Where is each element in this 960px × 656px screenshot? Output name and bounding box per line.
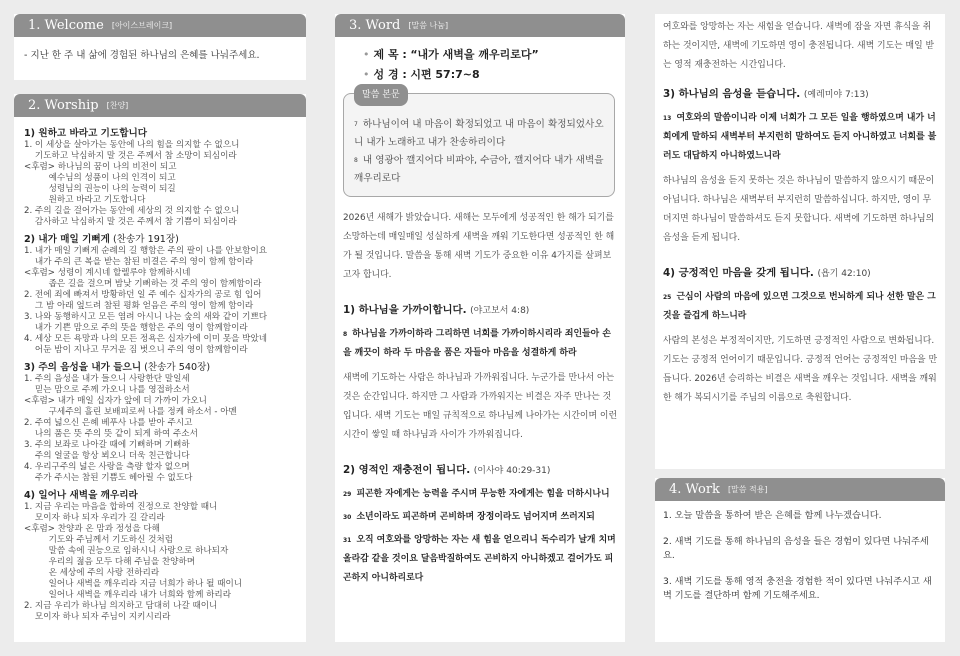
song-line: 원하고 바라고 기도합니다 xyxy=(24,195,146,205)
work-header xyxy=(655,478,945,501)
song-line: 구세주의 흘린 보배피로써 나를 정케 하소서 - 아멘 xyxy=(24,407,237,417)
song-line: 2. 지금 우리가 하나님 의지하고 담대히 나갈 때이니 xyxy=(24,601,218,611)
song-line: 3. 주의 보좌로 나아갈 때에 기뻐하며 기뻐하 xyxy=(24,440,190,450)
song-line: 일어나 새벽을 깨우리라 지금 너희가 하나 될 때이니 xyxy=(24,579,243,589)
point-ref: (이사야 40:29-31) xyxy=(473,466,551,476)
scripture-tag: 말씀 본문 xyxy=(354,84,408,106)
song-line: 그 밤 아래 엎드려 참된 평화 얻음은 주의 영이 함께 함이라 xyxy=(24,301,254,311)
column-middle xyxy=(335,14,625,642)
verse: $^{29}$ 피곤한 자에게는 능력을 주시며 무능한 자에게는 힘을 더하시나니 xyxy=(343,489,610,499)
song-title: 2) 내가 매일 기뻐게 (찬송가 191장) xyxy=(24,234,179,245)
song-line: 기도하고 낙심하지 말 것은 주께서 참 소망이 되심이라 xyxy=(24,151,237,161)
scripture-box xyxy=(343,90,615,197)
song-title: 3) 주의 음성을 내가 들으니 (찬송가 540장) xyxy=(24,362,211,373)
song-line: <후렴> 내가 매일 십자가 앞에 더 가까이 가오니 xyxy=(24,396,207,406)
sermon-info: • 제 목 : “내가 새벽을 깨우리로다” • 성 경 : 시편 57:7~8 xyxy=(363,48,539,81)
verse-number: 13 xyxy=(663,115,672,122)
song-line: 4. 세상 모든 욕망과 나의 모든 정욕은 십자가에 이미 못을 박았네 xyxy=(24,334,268,344)
sermon-points-2 xyxy=(663,85,937,408)
worship-title: 2. Worship xyxy=(28,98,99,113)
song-line: 1. 지금 우리는 마음을 합하여 진정으로 찬양할 때니 xyxy=(24,502,218,512)
continued-text: 여호와를 앙망하는 자는 새힘을 얻습니다. 새벽에 잠을 자면 휴식을 취하는 것이지만, 새벽에 기도하면 영이 충전됩니다. 새벽 기도는 매일 받는 영적 재충전하는 시간입니다. xyxy=(663,22,935,70)
verse: $^{31}$ 오직 여호와를 앙망하는 자는 새 힘을 얻으리니 독수리가 날개 치며 올라감 같을 것이요 달음박질하여도 곤비하지 아니하겠고 걸어가도 피곤하지 아니하리로다 xyxy=(343,535,616,583)
verse-number: 25 xyxy=(663,294,672,301)
song-line: <후렴> 성령이 계시네 할렐루야 함께하시네 xyxy=(24,268,191,278)
verse: $^8$ 하나님을 가까이하라 그리하면 너희를 가까이하시리라 죄인들아 손을 깨끗이 하라 두 마음을 품은 자들아 마음을 성결하게 하라 xyxy=(343,329,611,358)
verse-number: 8 xyxy=(354,157,358,164)
point-heading: 4) 긍정적인 마음을 갖게 됩니다. (욥기 42:10) xyxy=(663,267,871,279)
song-line: 4. 우리구주의 넓은 사랑을 측량 할자 없으며 xyxy=(24,462,190,472)
song-line: 말씀 속에 권능으로 임하시니 사랑으로 하나되자 xyxy=(24,546,229,556)
worship-header xyxy=(14,94,306,117)
song-line: 우리의 젊음 모두 다해 주님을 찬양하며 xyxy=(24,557,196,567)
work-list xyxy=(655,501,945,609)
song-line: 좁은 길을 걸으며 밤낮 기뻐하는 것 주의 영이 함께함이라 xyxy=(24,279,262,289)
work-item: 1. 오늘 말씀을 통하여 받은 은혜를 함께 나누겠습니다. xyxy=(663,510,882,521)
song-line: 1. 주의 음성을 내가 들으니 사랑한단 말일세 xyxy=(24,374,190,384)
word-subtitle: [말씀 나눔] xyxy=(408,21,449,30)
song-line: 1. 내가 매일 기뻐게 순례의 길 행함은 주의 팔이 나를 안보함이요 xyxy=(24,246,268,256)
song-line: 어둔 밤이 지나고 무거운 짐 벗으니 주의 영이 함께함이라 xyxy=(24,345,248,355)
topic-label: 제 목 : xyxy=(373,48,407,61)
song-line: 3. 나와 동행하시고 모든 염려 아시니 나는 숲의 새와 같이 기쁘다 xyxy=(24,312,268,322)
point-ref: (예레미야 7:13) xyxy=(803,90,869,100)
sermon-body-continued xyxy=(655,14,945,408)
sermon-points-1 xyxy=(343,301,617,588)
sermon-intro: 2026년 새해가 밝았습니다. 새해는 모두에게 성공적인 한 해가 되기를 소망하는데 매일매일 성실하게 새벽을 깨워 기도한다면 성공적인 한 해가 될 것입니다. 말씀을 통해 새벽 기도가 중요한 이유 4가지를 살펴보고자 합니다. xyxy=(343,213,615,280)
song-ref: (찬송가 540장) xyxy=(141,362,211,373)
verse: $^7$ 하나님이여 내 마음이 확정되었고 내 마음이 확정되었사오니 내가 노래하고 내가 찬송하리이다 xyxy=(354,119,604,148)
sermon-body xyxy=(335,209,625,588)
point-heading: 3) 하나님의 음성을 듣습니다. (예레미야 7:13) xyxy=(663,88,869,100)
work-item: 3. 새벽 기도를 통해 영적 충전을 경험한 적이 있다면 나눠주시고 새벽 기도를 결단하며 함께 기도해주세요. xyxy=(663,576,932,601)
verse-number: 29 xyxy=(343,491,352,498)
song-line: 주의 얼굴을 항상 뵈오니 더욱 친근합니다 xyxy=(24,451,190,461)
welcome-text: - 지난 한 주 내 삶에 경험된 하나님의 은혜를 나눠주세요. xyxy=(24,50,260,61)
work-item: 2. 새벽 기도를 통해 하나님의 음성을 들은 경험이 있다면 나눠주세요. xyxy=(663,536,929,561)
point-heading: 1) 하나님을 가까이합니다. (야고보서 4:8) xyxy=(343,304,530,316)
verse: $^{13}$ 여호와의 말씀이니라 이제 너희가 그 모든 일을 행하였으며 내가 너희에게 말하되 새벽부터 부지런히 말하여도 듣지 아니하였고 너희를 불러도 대답하지 아니하였느니라 xyxy=(663,113,937,161)
song-line: 일어나 새벽을 깨우리라 내가 너희와 함께 하리라 xyxy=(24,590,232,600)
point-body: 사람의 본성은 부정적이지만, 기도하면 긍정적인 사람으로 변화됩니다. 기도는 긍정적 언어이기 때문입니다. 긍정적 언어는 긍정적인 마음을 만듭니다. 2026년 승리하는 비결은 새벽을 깨우는 것입니다. 새벽을 깨워 한 해가 복되시기를 주님의 이름으로 축원합니다. xyxy=(663,336,938,403)
work-section xyxy=(655,478,945,642)
song-line: 2. 전에 죄에 빠져서 방황하던 일 주 예수 십자가의 공로 힘 입어 xyxy=(24,290,262,300)
song-line: <후렴> 찬양과 온 맘과 정성을 다해 xyxy=(24,524,160,534)
song-line: 모이자 하나 되자 우리가 길 갈리라 xyxy=(24,513,165,523)
worship-subtitle: [찬양] xyxy=(106,101,129,110)
sermon-scripture: 시편 57:7~8 xyxy=(410,68,480,81)
work-title: 4. Work xyxy=(669,482,720,497)
song-ref: (찬송가 191장) xyxy=(109,234,179,245)
welcome-subtitle: [아이스브레이크] xyxy=(111,21,173,30)
verse-number: 7 xyxy=(354,121,358,128)
worship-song-list xyxy=(14,117,306,623)
scripture-label: 성 경 : xyxy=(373,68,407,81)
column-left xyxy=(14,14,306,642)
song-line: 모이자 하나 되자 주님이 지키시리라 xyxy=(24,612,171,622)
point-heading: 2) 영적인 재충전이 됩니다. (이사야 40:29-31) xyxy=(343,464,551,476)
work-subtitle: [말씀 적용] xyxy=(727,485,768,494)
sermon-topic: “내가 새벽을 깨우리로다” xyxy=(410,48,539,61)
column-right-top xyxy=(655,14,945,469)
word-title: 3. Word xyxy=(349,18,401,33)
word-header xyxy=(335,14,625,37)
song-line: 성령님의 권능이 나의 능력이 되길 xyxy=(24,184,176,194)
song-line: 내가 기쁜 맘으로 주의 뜻을 행함은 주의 영이 함께함이라 xyxy=(24,323,248,333)
song-line: <후렴> 하나님의 꿈이 나의 비전이 되고 xyxy=(24,162,177,172)
song-title: 4) 일어나 새벽을 깨우리라 xyxy=(24,490,138,501)
verse: $^8$ 내 영광아 깰지어다 비파야, 수금아, 깰지어다 내가 새벽을 깨우리로다 xyxy=(354,155,604,184)
verse: $^{30}$ 소년이라도 피곤하며 곤비하며 장정이라도 넘어지며 쓰러지되 xyxy=(343,512,595,522)
song-line: 1. 이 세상을 살아가는 동안에 나의 힘을 의지할 수 없으니 xyxy=(24,140,240,150)
verse-number: 8 xyxy=(343,331,348,338)
section-gap xyxy=(14,80,306,94)
song-line: 감사하고 낙심하지 말 것은 주께서 참 기쁨이 되심이라 xyxy=(24,217,237,227)
song-line: 예수님의 성품이 나의 인격이 되고 xyxy=(24,173,176,183)
song-line: 나의 품은 뜻 주의 뜻 같이 되게 하여 주소서 xyxy=(24,429,198,439)
point-ref: (야고보서 4:8) xyxy=(470,306,530,316)
song-line: 주가 주시는 참된 기쁨도 헤아릴 수 없도다 xyxy=(24,473,193,483)
scripture-verses xyxy=(354,116,604,188)
song-line: 2. 주여 넓으신 은혜 베푸사 나를 받아 주시고 xyxy=(24,418,193,428)
song-line: 온 세상에 주의 사랑 전하리라 xyxy=(24,568,160,578)
point-ref: (욥기 42:10) xyxy=(817,269,871,279)
song-line: 기도와 주님께서 기도하신 것처럼 xyxy=(24,535,174,545)
song-title: 1) 원하고 바라고 기도합니다 xyxy=(24,128,148,139)
song-line: 믿는 맘으로 주께 가오니 나를 영접하소서 xyxy=(24,385,190,395)
welcome-header xyxy=(14,14,306,37)
point-body: 하나님의 음성을 듣지 못하는 것은 하나님이 말씀하지 않으시기 때문이 아닙니다. 하나님은 새벽부터 부지런히 말씀하십니다. 하지만, 영이 무뎌지면 하나님이 말씀하셔도 듣지 못합니다. 새벽에 기도하면 하나님의 음성을 듣게 됩니다. xyxy=(663,176,935,243)
verse-number: 30 xyxy=(343,514,352,521)
song-line: 내가 주의 큰 복을 받는 참된 비결은 주의 영이 함께 함이라 xyxy=(24,257,254,267)
verse-number: 31 xyxy=(343,537,352,544)
welcome-title: 1. Welcome xyxy=(28,18,104,33)
point-body: 새벽에 기도하는 사람은 하나님과 가까워집니다. 누군가를 만나서 아는 것은 순간입니다. 하지만 그 사람과 가까워지는 비결은 자주 만나는 것입니다. 새벽 기도는 매일 규칙적으로 하나님께 나아가는 시간이며 이런 시간이 쌓일 때 하나님과 사이가 가까워집니다. xyxy=(343,373,618,440)
song-line: 2. 주의 길을 걸어가는 동안에 세상의 것 의지할 수 없으니 xyxy=(24,206,240,216)
verse: $^{25}$ 근심이 사람의 마음에 있으면 그것으로 번뇌하게 되나 선한 말은 그것을 즐겁게 하느니라 xyxy=(663,292,936,321)
